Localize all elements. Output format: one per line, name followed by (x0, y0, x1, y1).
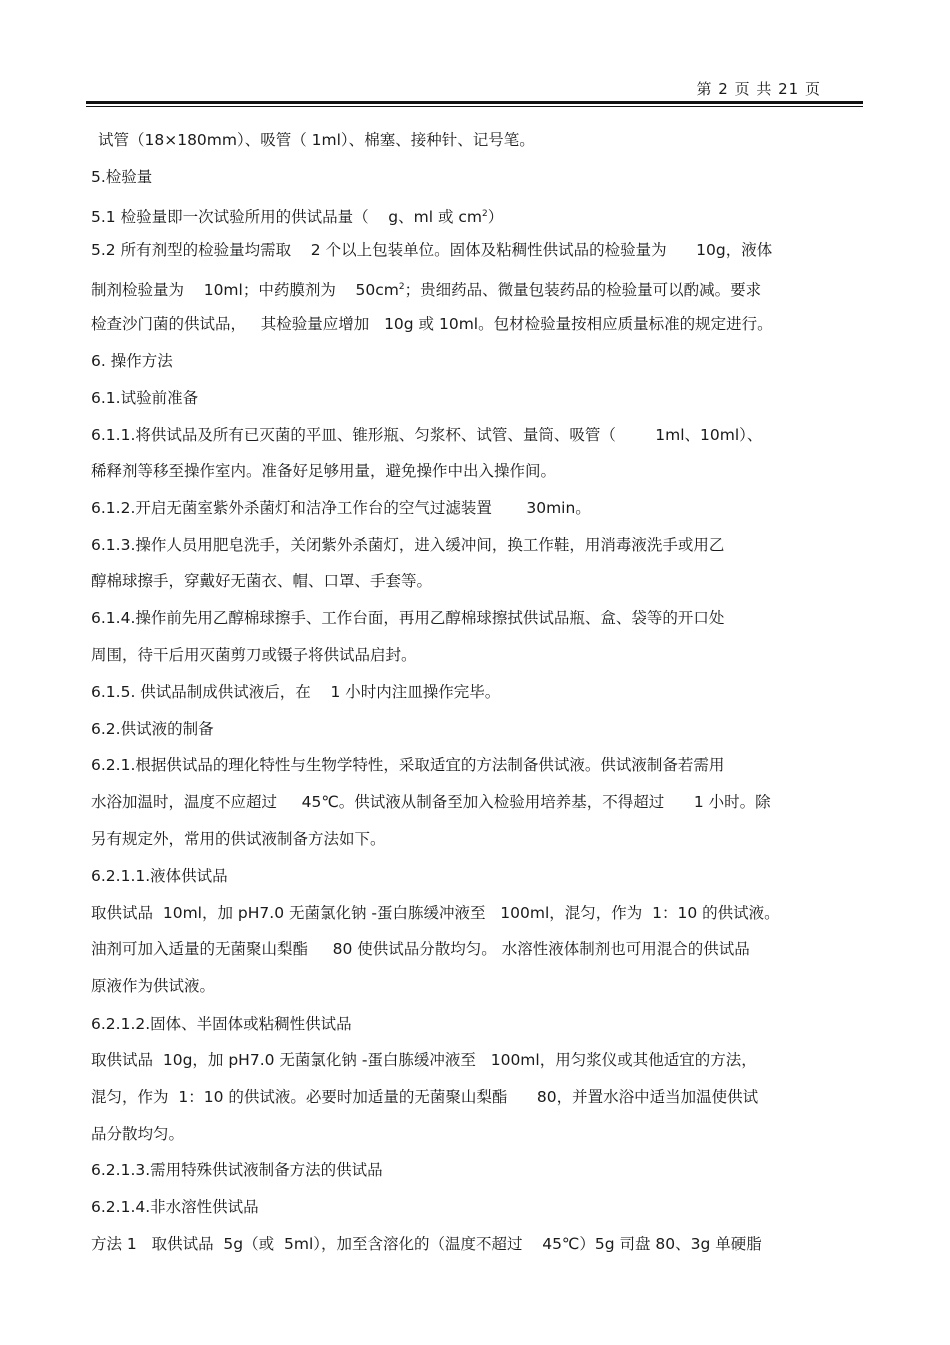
text-line: 油剂可加入适量的无菌聚山梨酯 80 使供试品分散均匀。 水溶性液体制剂也可用混合的供试品 (91, 940, 750, 958)
header-rule-thin (86, 106, 863, 107)
section-heading: 6.2.供试液的制备 (91, 720, 214, 738)
section-heading: 5.检验量 (91, 168, 153, 186)
text-line: 品分散均匀。 (91, 1125, 185, 1143)
text-line: 6.1.2.开启无菌室紫外杀菌灯和洁净工作台的空气过滤装置 30min。 (91, 499, 591, 517)
text-line: 试管（18×180mm）、吸管（ 1ml）、棉塞、接种针、记号笔。 (98, 131, 535, 149)
text-line: 6.1.5. 供试品制成供试液后，在 1 小时内注皿操作完毕。 (91, 683, 501, 701)
text-line: 6.1.3.操作人员用肥皂洗手，关闭紫外杀菌灯，进入缓冲间，换工作鞋，用消毒液洗手或用乙 (91, 536, 725, 554)
text-line: 取供试品 10ml，加 pH7.0 无菌氯化钠 -蛋白胨缓冲液至 100ml，混匀，作为 1：10 的供试液。 (91, 904, 780, 922)
text-line: 方法 1 取供试品 5g（或 5ml），加至含溶化的（温度不超过 45℃）5g 司盘 80、3g 单硬脂 (91, 1235, 762, 1253)
page-number-header: 第 2 页 共 21 页 (696, 80, 821, 98)
text-line: 5.1 检验量即一次试验所用的供试品量（ g、ml 或 $cm^2$） (91, 208, 504, 226)
text-line: 水浴加温时，温度不应超过 45℃。供试液从制备至加入检验用培养基，不得超过 1 小时。除 (91, 793, 771, 811)
text-line: 原液作为供试液。 (91, 977, 216, 995)
text-line: 制剂检验量为 10ml；中药膜剂为 $50cm^2$；贵细药品、微量包装药品的检验量可以酌减。要求 (91, 281, 762, 299)
text-line: 检查沙门菌的供试品， 其检验量应增加 10g 或 10ml。包材检验量按相应质量标准的规定进行。 (91, 315, 773, 333)
section-heading: 6. 操作方法 (91, 352, 173, 370)
text-line: 周围，待干后用灭菌剪刀或镊子将供试品启封。 (91, 646, 417, 664)
text-line: 5.2 所有剂型的检验量均需取 2 个以上包装单位。固体及粘稠性供试品的检验量为 10g，液体 (91, 241, 773, 259)
section-heading: 6.2.1.2.固体、半固体或粘稠性供试品 (91, 1015, 352, 1033)
text-line: 6.2.1.根据供试品的理化特性与生物学特性，采取适宜的方法制备供试液。供试液制备若需用 (91, 756, 725, 774)
section-heading: 6.1.试验前准备 (91, 389, 199, 407)
text-line: 取供试品 10g，加 pH7.0 无菌氯化钠 -蛋白胨缓冲液至 100ml，用匀浆仪或其他适宜的方法， (91, 1051, 757, 1069)
header-rule-thick (86, 101, 863, 104)
text-line: 混匀，作为 1：10 的供试液。必要时加适量的无菌聚山梨酯 80，并置水浴中适当加温使供试 (91, 1088, 759, 1106)
text-line: 另有规定外，常用的供试液制备方法如下。 (91, 830, 386, 848)
text-line: 醇棉球擦手，穿戴好无菌衣、帽、口罩、手套等。 (91, 572, 433, 590)
section-heading: 6.2.1.1.液体供试品 (91, 867, 228, 885)
text-line: 6.1.4.操作前先用乙醇棉球擦手、工作台面，再用乙醇棉球擦拭供试品瓶、盒、袋等的开口处 (91, 609, 725, 627)
text-line: 稀释剂等移至操作室内。准备好足够用量，避免操作中出入操作间。 (91, 462, 557, 480)
section-heading: 6.2.1.4.非水溶性供试品 (91, 1198, 259, 1216)
section-heading: 6.2.1.3.需用特殊供试液制备方法的供试品 (91, 1161, 383, 1179)
text-line: 6.1.1.将供试品及所有已灭菌的平皿、锥形瓶、匀浆杯、试管、量筒、吸管（ 1ml、10ml）、 (91, 426, 763, 444)
